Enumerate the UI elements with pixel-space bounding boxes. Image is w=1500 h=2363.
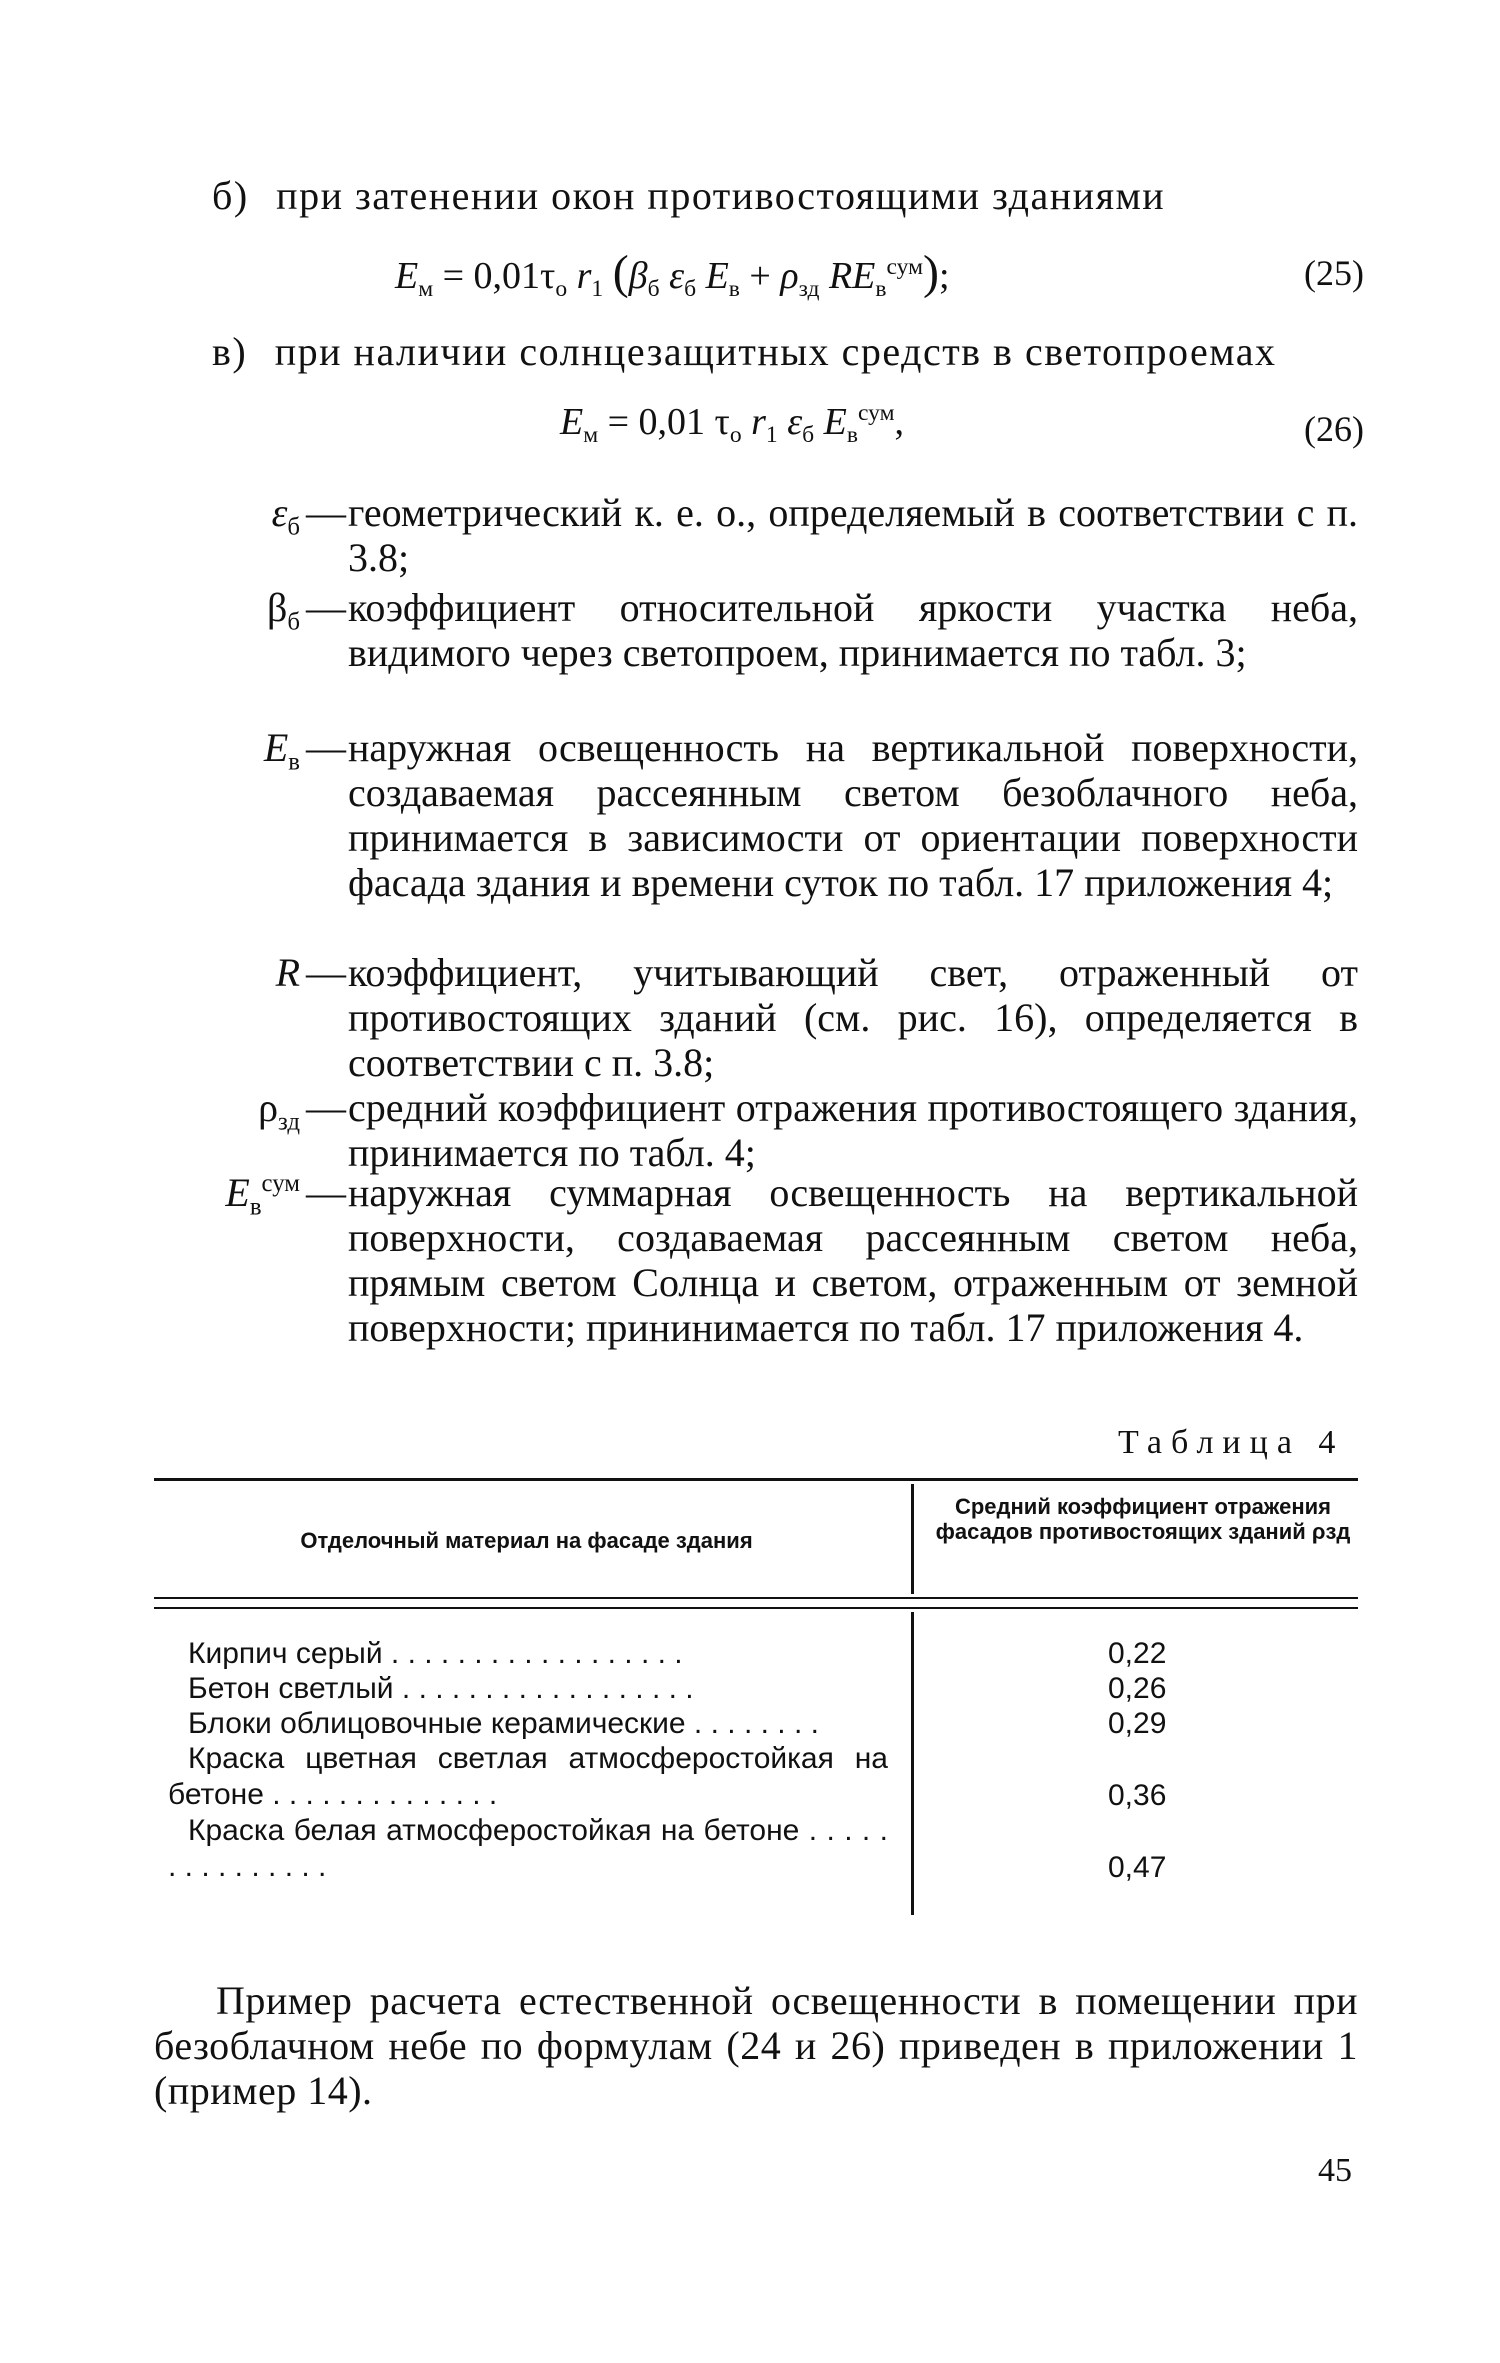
table-row: Бетон светлый . . . . . . . . . . . . . . . . . . <box>188 1672 694 1705</box>
row-value: 0,26 <box>1108 1672 1167 1705</box>
equation-number-25: (25) <box>1304 253 1364 293</box>
definition-text: наружная суммарная освещенность на вертикальной поверхности, создаваемая рассеянным светом неба, прямым светом Солнца и светом, отраженным от земной поверхности; прининимается по табл. 17 приложения 4. <box>348 1170 1358 1350</box>
table-body-divider <box>911 1612 914 1915</box>
definition-symbol: $E_в$ <box>263 725 300 776</box>
case-v-label: в) <box>212 329 248 374</box>
table-header-rule <box>154 1597 1358 1599</box>
table-header-coefficient: Средний коэффициент отражения фасадов противостоящих зданий ρзд <box>935 1494 1351 1544</box>
table-header-rule-2 <box>154 1607 1358 1609</box>
table-header-material: Отделочный материал на фасаде здания <box>300 1528 753 1553</box>
row-material: Краска белая атмосферостойкая на бетоне <box>188 1814 800 1847</box>
row-material: Блоки облицовочные керамические <box>188 1707 686 1740</box>
table-top-rule <box>154 1478 1358 1481</box>
row-material: Бетон светлый <box>188 1672 394 1705</box>
definition-text: коэффициент, учитывающий свет, отраженный от противостоящих зданий (см. рис. 16), определяется в соответствии с п. 3.8; <box>348 950 1358 1085</box>
definition-symbol: $E_в^{сум}$ <box>225 1170 300 1221</box>
definition-text: коэффициент относительной яркости участка неба, видимого через светопроем, принимается по табл. 3; <box>348 585 1358 675</box>
row-material: Кирпич серый <box>188 1637 383 1670</box>
case-b-text: при затенении окон противостоящими зданиями <box>276 173 1166 218</box>
row-value: 0,36 <box>1108 1779 1167 1812</box>
row-value: 0,22 <box>1108 1637 1167 1670</box>
formula-26: $E_м = 0,01$ $\tau_о$ $r_1$ $\varepsilon_б$ $E_в^{сум}$, <box>560 399 905 449</box>
table-caption: Таблица 4 <box>1118 1424 1345 1461</box>
definition-text: наружная освещенность на вертикальной поверхности, создаваемая рассеянным светом безоблачного неба, принимается в зависимости от ориентации поверхности фасада здания и времени суток по табл. 17 приложения 4; <box>348 725 1358 905</box>
table-row: Краска белая атмосферостойкая на бетоне . . . . . . . . . . . . . . . <box>168 1814 888 1883</box>
table-row: Краска цветная светлая атмосферостойкая на бетоне . . . . . . . . . . . . . . <box>168 1742 888 1811</box>
equation-number-26: (26) <box>1304 409 1364 449</box>
case-b-label: б) <box>212 173 249 218</box>
table-row: Блоки облицовочные керамические . . . . . . . . <box>188 1707 819 1740</box>
formula-25: $E_м = 0,01\tau_о$ $r_1$ ($\beta_б$ $\varepsilon_б$ $E_в + \rho_{зд}$ $RE_в^{сум}$); <box>395 246 950 303</box>
table-header-divider <box>911 1484 914 1594</box>
definition-dash: — <box>306 725 346 770</box>
row-value: 0,29 <box>1108 1707 1167 1740</box>
definition-dash: — <box>306 950 346 995</box>
definition-symbol: $\rho_{зд}$ <box>258 1085 300 1136</box>
case-b <box>212 172 1165 219</box>
row-material: Краска цветная светлая атмосферостойкая на бетоне <box>168 1742 888 1811</box>
definition-dash: — <box>306 1085 346 1130</box>
table-row: Кирпич серый . . . . . . . . . . . . . . . . . . <box>188 1637 683 1670</box>
definition-symbol: R <box>275 950 300 995</box>
case-v-text: при наличии солнцезащитных средств в светопроемах <box>274 329 1277 374</box>
case-v <box>212 328 1277 375</box>
definition-text: геометрический к. е. о., определяемый в соответствии с п. 3.8; <box>348 490 1358 580</box>
definition-dash: — <box>306 585 346 630</box>
definition-dash: — <box>306 1170 346 1215</box>
page-number: 45 <box>1318 2152 1352 2189</box>
definition-symbol: $\varepsilon_б$ <box>271 490 300 541</box>
closing-paragraph: Пример расчета естественной освещенности в помещении при безоблачном небе по формулам (24 и 26) приведен в приложении 1 (пример 14). <box>154 1978 1358 2113</box>
definition-dash: — <box>306 490 346 535</box>
definition-symbol: $\beta_б$ <box>267 585 300 636</box>
definition-text: средний коэффициент отражения противостоящего здания, принимается по табл. 4; <box>348 1085 1358 1175</box>
row-value: 0,47 <box>1108 1851 1167 1884</box>
